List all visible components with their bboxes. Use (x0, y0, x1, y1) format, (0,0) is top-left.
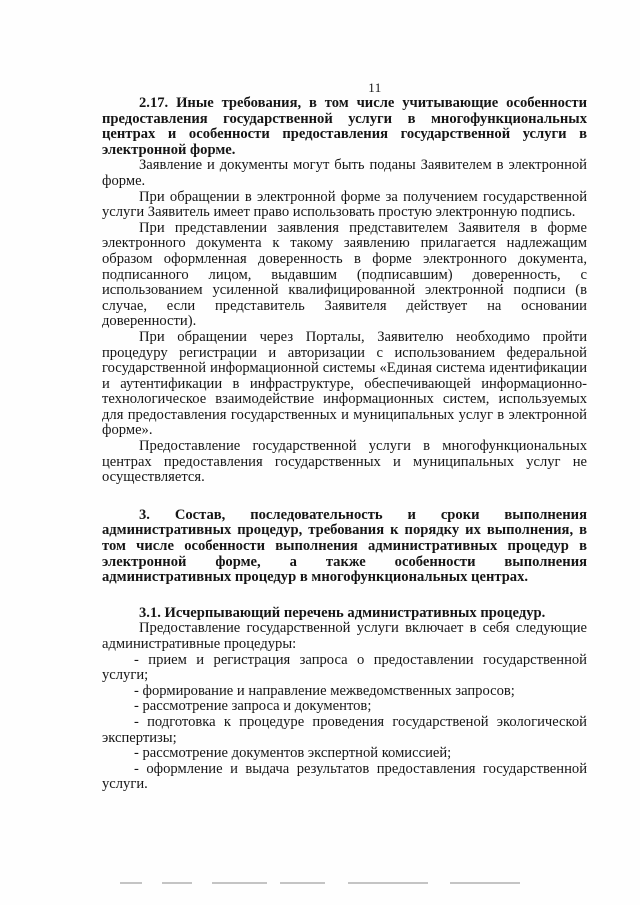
list-item: - подготовка к процедуре проведения государственой экологической экспертизы; (102, 713, 587, 746)
paragraph: При обращении в электронной форме за получением государственной услуги Заявитель имеет право использовать простую электронную подпись. (102, 188, 587, 221)
scan-mark (348, 882, 428, 884)
paragraph: Предоставление государственной услуги в многофункциональных центрах предоставления государственных и муниципальных услуг не осуществляется. (102, 438, 587, 486)
page-number: 11 (368, 80, 382, 95)
scan-mark (162, 882, 192, 884)
heading-section-3: 3. Состав, последовательность и сроки выполнения административных процедур, требования к порядку их выполнения, в том числе особенности выполнения административных процедур в электронной форме, а также особенности выполнения административных процедур в многофункциональных центрах. (102, 506, 587, 586)
list-item: - рассмотрение запроса и документов; (134, 698, 372, 715)
document-body (102, 96, 587, 793)
scan-mark (212, 882, 267, 884)
scan-mark (450, 882, 520, 884)
scan-edge-marks (120, 880, 590, 886)
paragraph: Заявление и документы могут быть поданы Заявителем в электронной форме. (102, 157, 587, 189)
heading-2-17: 2.17. Иные требования, в том числе учитывающие особенности предоставления государственной услуги в многофункциональных центрах и особенности предоставления государственной услуги в электронной форме. (102, 95, 587, 158)
list-item: - прием и регистрация запроса о предоставлении государственной услуги; (102, 651, 587, 684)
list-item: - рассмотрение документов экспертной комиссией; (134, 745, 452, 762)
paragraph: При обращении через Порталы, Заявителю необходимо пройти процедуру регистрации и авторизации с использованием федеральной государственной информационной системы «Единая система идентификации и аутентификации в инфраструктуре, обеспечивающей информационно-технологическое взаимодействие информационных систем, используемых для предоставления государственных и муниципальных услуг в электронной форме». (102, 328, 587, 439)
list-item: - оформление и выдача результатов предоставления государственной услуги. (102, 760, 587, 793)
heading-3-1: 3.1. Исчерпывающий перечень административных процедур. (139, 604, 546, 621)
scan-mark (120, 882, 142, 884)
paragraph: При представлении заявления представителем Заявителя в форме электронного документа к такому заявлению прилагается надлежащим образом оформленная доверенность в форме электронного документа, подписанного лицом, выдавшим (подписавшим) доверенность, с использованием усиленной квалифицированной электронной подписи (в случае, если представитель Заявителя действует на основании доверенности). (102, 219, 587, 330)
paragraph: Предоставление государственной услуги включает в себя следующие административные процедуры: (102, 620, 587, 652)
list-item: - формирование и направление межведомственных запросов; (134, 682, 515, 699)
scan-mark (280, 882, 325, 884)
